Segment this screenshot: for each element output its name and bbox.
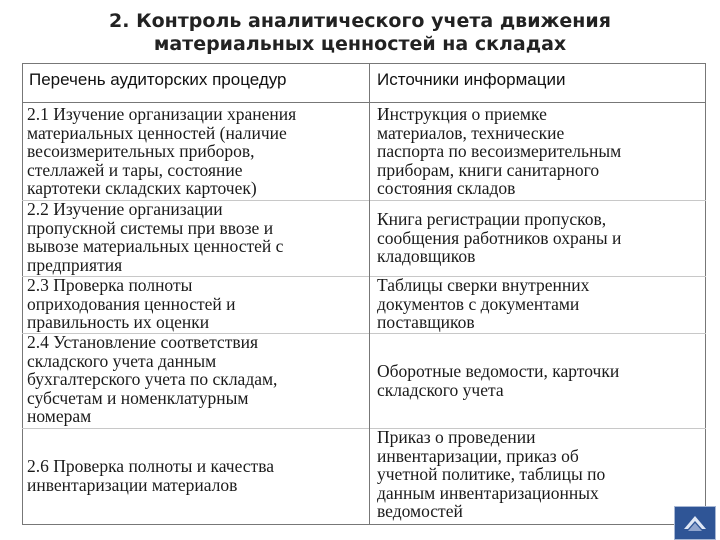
source-line: кладовщиков: [377, 246, 476, 267]
source-line: данным инвентаризационных: [377, 482, 599, 503]
table-row-2-source: [377, 210, 621, 266]
source-line: ведомостей: [377, 501, 463, 522]
source-line: складского учета: [377, 379, 504, 400]
procedure-line: весоизмерительных приборов,: [27, 141, 255, 162]
source-line: состояния складов: [377, 178, 516, 199]
procedure-line: субсчетам и номенклатурным: [27, 387, 249, 408]
procedure-line: 2.1 Изучение организации хранения: [27, 104, 297, 124]
source-line: Оборотные ведомости, карточки: [377, 361, 620, 381]
procedure-line: инвентаризации материалов: [27, 474, 238, 495]
procedure-line: картотеки складских карточек): [27, 178, 257, 199]
table-row-5-source: [377, 428, 605, 521]
source-line: паспорта по весоизмерительным: [377, 141, 622, 162]
table-row-4-procedure: [27, 333, 277, 426]
procedure-line: вывозе материальных ценностей с: [27, 236, 284, 257]
source-line: Таблицы сверки внутренних: [377, 275, 590, 295]
procedure-line: 2.3 Проверка полноты: [27, 275, 193, 295]
header-divider: [22, 102, 706, 103]
scroll-up-button[interactable]: [674, 506, 716, 540]
row-divider: [370, 200, 706, 201]
column-divider: [369, 63, 370, 525]
procedure-line: 2.2 Изучение организации: [27, 199, 223, 219]
procedure-line: 2.4 Установление соответствия: [27, 332, 259, 352]
source-line: Книга регистрации пропусков,: [377, 209, 607, 229]
chevron-up-icon: [675, 507, 715, 539]
procedure-line: правильность их оценки: [27, 312, 210, 333]
source-line: материалов, технические: [377, 122, 565, 143]
table-row-3-source: [377, 276, 589, 332]
header-procedures: Перечень аудиторских процедур: [29, 70, 287, 89]
procedure-line: номерам: [27, 406, 92, 427]
source-line: сообщения работников охраны и: [377, 227, 622, 248]
table-row-1-source: [377, 105, 621, 198]
source-line: Приказ о проведении: [377, 427, 536, 447]
procedure-line: пропускной системы при ввозе и: [27, 217, 274, 238]
table-row-1-procedure: [27, 105, 296, 198]
row-divider: [370, 333, 706, 334]
procedure-line: 2.6 Проверка полноты и качества: [27, 456, 274, 476]
header-sources: Источники информации: [377, 70, 566, 89]
slide-title-line-2: материальных ценностей на складах: [153, 33, 567, 55]
table-row-4-source: [377, 362, 619, 399]
table-row-5-procedure: [27, 457, 274, 494]
procedure-line: оприходования ценностей и: [27, 293, 236, 314]
procedure-line: складского учета данным: [27, 350, 217, 371]
procedure-line: предприятия: [27, 254, 123, 275]
row-divider: [22, 428, 369, 429]
procedure-line: стеллажей и тары, состояние: [27, 159, 243, 180]
source-line: поставщиков: [377, 312, 475, 333]
source-line: документов с документами: [377, 293, 580, 314]
slide-title-line-1: 2. Контроль аналитического учета движения: [109, 10, 611, 32]
source-line: учетной политике, таблицы по: [377, 464, 606, 485]
table-row-2-procedure: [27, 200, 283, 274]
table-row-3-procedure: [27, 276, 236, 332]
procedure-line: материальных ценностей (наличие: [27, 122, 287, 143]
source-line: инвентаризации, приказ об: [377, 445, 579, 466]
procedure-line: бухгалтерского учета по складам,: [27, 369, 278, 390]
source-line: Инструкция о приемке: [377, 104, 547, 124]
slide-title: [0, 10, 720, 56]
source-line: приборам, книги санитарного: [377, 159, 600, 180]
